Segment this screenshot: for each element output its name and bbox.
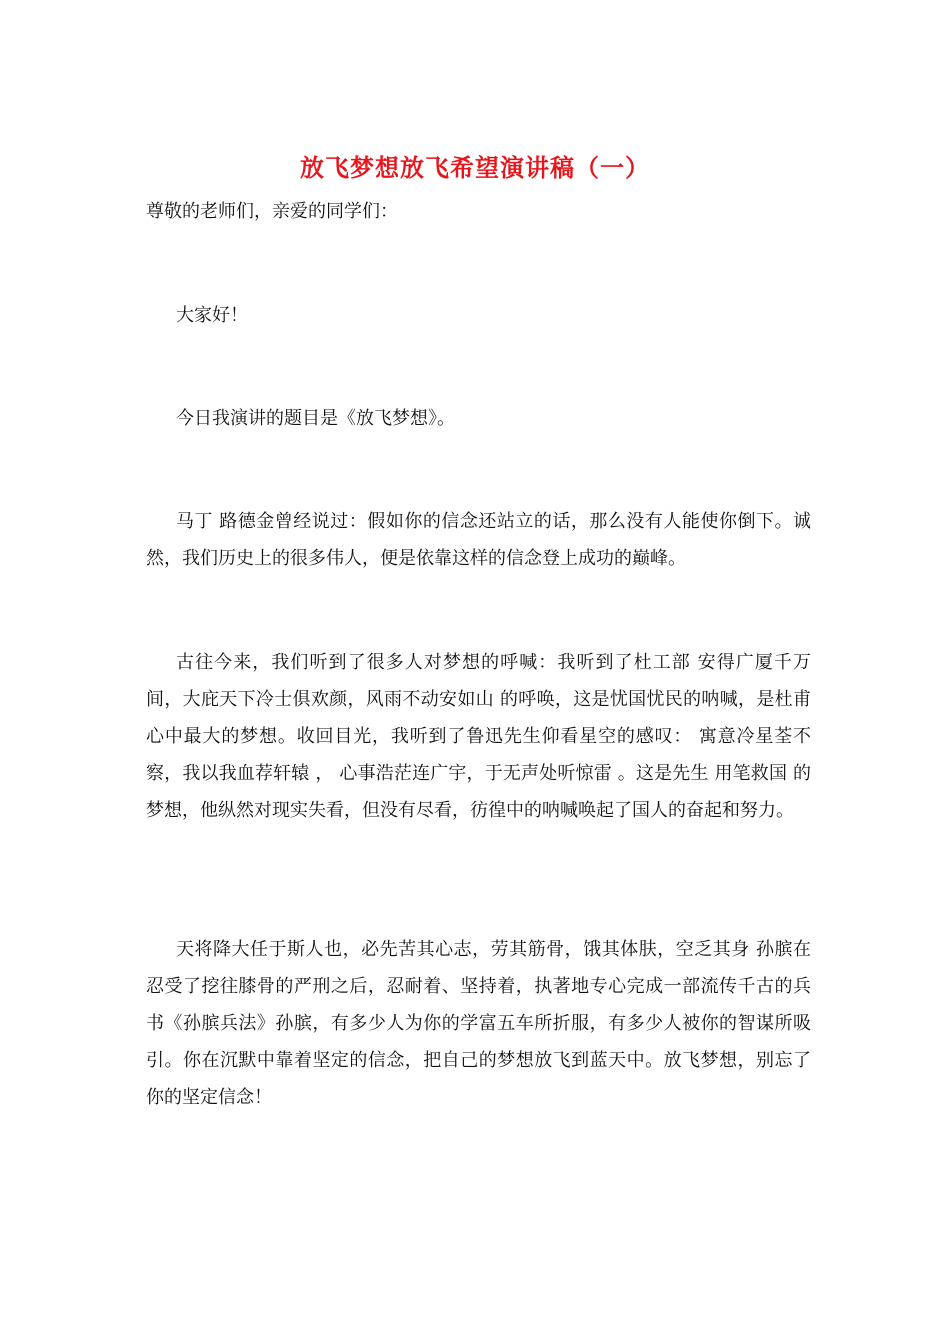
paragraph-5: 天将降大任于斯人也，必先苦其心志，劳其筋骨，饿其体肤，空乏其身 孙膑在忍受了挖往膝骨的严刑之后，忍耐着、坚持着，执著地专心完成一部流传千古的兵书《孙膑兵法》孙膑，有多少人为你的学富五车所折服，有多少人被你的智谋所吸引。你在沉默中靠着坚定的信念，把自己的梦想放飞到蓝天中。放飞梦想，别忘了你的坚定信念！	[146, 939, 811, 1108]
greeting-line: 尊敬的老师们，亲爱的同学们：	[146, 201, 398, 222]
paragraph-2: 今日我演讲的题目是《放飞梦想》。	[176, 408, 455, 429]
paragraph-3: 马丁 路德金曾经说过：假如你的信念还站立的话，那么没有人能使你倒下。诚然，我们历史上的很多伟人，便是依靠这样的信念登上成功的巅峰。	[146, 511, 811, 569]
paragraph-4: 古往今来，我们听到了很多人对梦想的呼喊：我听到了杜工部 安得广厦千万间，大庇天下冷士俱欢颜，风雨不动安如山 的呼唤，这是忧国忧民的呐喊，是杜甫心中最大的梦想。收回目光，我听到了鲁迅先生仰看星空的感叹： 寓意冷星荃不察，我以我血荐轩辕 ， 心事浩茫连广宇，于无声处听惊雷 。这是先生 用笔救国 的梦想，他纵然对现实失看，但没有尽看，彷徨中的呐喊唤起了国人的奋起和努力。	[146, 652, 811, 821]
paragraph-1: 大家好！	[176, 305, 248, 326]
document-title: 放飞梦想放飞希望演讲稿（一）	[300, 153, 650, 182]
